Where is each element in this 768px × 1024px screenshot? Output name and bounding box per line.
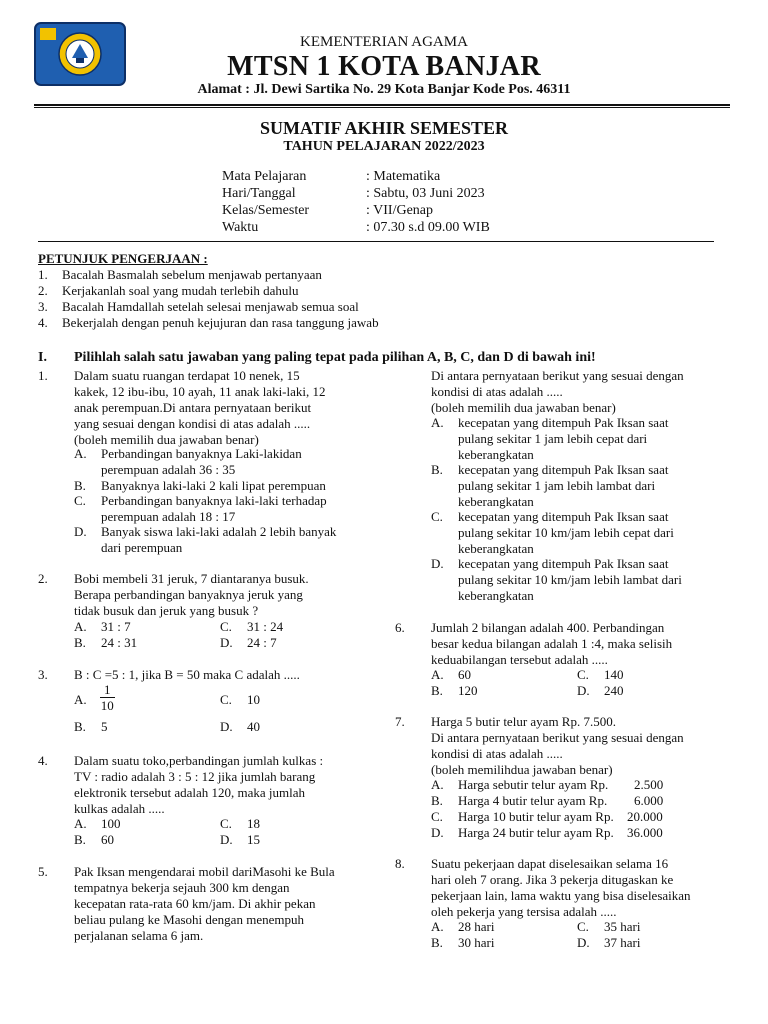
option-value: 15 xyxy=(247,832,260,847)
instruction-number: 4. xyxy=(38,315,48,330)
option-value: 18 xyxy=(247,816,260,831)
section-number: I. xyxy=(38,350,47,365)
question-number: 8. xyxy=(395,856,405,871)
section-instruction: Pilihlah salah satu jawaban yang paling tepat pada pilihan A, B, C, dan D di bawah ini! xyxy=(74,350,596,365)
question-4-stem: Dalam suatu toko,perbandingan jumlah kulkas : TV : radio adalah 3 : 5 : 12 jika jumlah barang elektronik tersebut adalah 120, maka jumlah kulkas adalah ..... xyxy=(74,753,324,816)
info-label: Mata Pelajaran xyxy=(222,169,307,184)
option-label: B. xyxy=(74,719,86,734)
option-label: D. xyxy=(577,935,590,950)
option-label: C. xyxy=(220,692,232,707)
option-value: 35 hari xyxy=(604,919,641,934)
question-5-continuation: Di antara pernyataan berikut yang sesuai dengan kondisi di atas adalah ..... (boleh memilih dua jawaban benar) xyxy=(431,368,684,415)
option-label: A. xyxy=(431,777,444,792)
option-text: Harga 24 butir telur ayam Rp. xyxy=(458,825,614,840)
option-label: C. xyxy=(431,509,443,524)
option-label: A. xyxy=(74,619,87,634)
question-3-stem: B : C =5 : 1, jika B = 50 maka C adalah ..... xyxy=(74,667,300,682)
option-value: 31 : 24 xyxy=(247,619,284,634)
option-value: 5 xyxy=(101,719,108,734)
question-number: 6. xyxy=(395,620,405,635)
header-divider-thin xyxy=(34,107,730,108)
option-text: kecepatan yang ditempuh Pak Iksan saat pulang sekitar 10 km/jam lebih lambat dari keberangkatan xyxy=(458,556,682,603)
option-value: 100 xyxy=(101,816,121,831)
option-text: Perbandingan banyaknya Laki-lakidan perempuan adalah 36 : 35 xyxy=(101,446,302,477)
question-5-stem: Pak Iksan mengendarai mobil dariMasohi ke Bula tempatnya bekerja sejauh 300 km dengan kecepatan rata-rata 60 km/jam. Di akhir pekan beliau pulang ke Masohi dengan menempuh perjalanan selama 6 jam. xyxy=(74,864,335,943)
option-value: 240 xyxy=(604,683,624,698)
info-value: : 07.30 s.d 09.00 WIB xyxy=(366,220,490,235)
option-value: 120 xyxy=(458,683,478,698)
option-value: 28 hari xyxy=(458,919,495,934)
option-label: C. xyxy=(220,816,232,831)
header-divider xyxy=(34,104,730,106)
option-value: 24 : 31 xyxy=(101,635,138,650)
option-label: A. xyxy=(74,692,87,707)
option-label: C. xyxy=(577,919,589,934)
info-label: Kelas/Semester xyxy=(222,203,310,218)
option-text: kecepatan yang ditempuh Pak Iksan saat pulang sekitar 1 jam lebih lambat dari keberangkatan xyxy=(458,462,669,509)
question-7-stem: Harga 5 butir telur ayam Rp. 7.500. Di antara pernyataan berikut yang sesuai dengan kondisi di atas adalah ..... (boleh memilihdua jawaban benar) xyxy=(431,714,684,777)
option-value: 31 : 7 xyxy=(101,619,131,634)
info-value: : VII/Genap xyxy=(366,203,433,218)
info-label: Waktu xyxy=(222,220,259,235)
question-8-stem: Suatu pekerjaan dapat diselesaikan selama 16 hari oleh 7 orang. Jika 3 pekerja ditugaskan ke pekerjaan lain, lama waktu yang bisa diselesaikan oleh pekerja yang tersisa adalah ..... xyxy=(431,856,691,919)
school-address: Alamat : Jl. Dewi Sartika No. 29 Kota Banjar Kode Pos. 46311 xyxy=(197,82,571,97)
option-text: Harga 4 butir telur ayam Rp. xyxy=(458,793,608,808)
option-label: D. xyxy=(431,825,444,840)
option-text: Perbandingan banyaknya laki-laki terhadap perempuan adalah 18 : 17 xyxy=(101,493,327,524)
option-label: B. xyxy=(74,635,86,650)
option-label: A. xyxy=(431,919,444,934)
ministry-name: KEMENTERIAN AGAMA xyxy=(300,34,468,50)
instruction-text: Bacalah Hamdallah setelah selesai menjawab semua soal xyxy=(62,299,359,314)
option-label: B. xyxy=(74,832,86,847)
option-value: 10 xyxy=(247,692,260,707)
exam-year: TAHUN PELAJARAN 2022/2023 xyxy=(283,139,485,154)
question-number: 3. xyxy=(38,667,48,682)
option-label: D. xyxy=(74,524,87,539)
option-value: 24 : 7 xyxy=(247,635,277,650)
option-value: 20.000 xyxy=(627,809,663,824)
option-label: D. xyxy=(220,635,233,650)
option-label: D. xyxy=(220,719,233,734)
question-number: 1. xyxy=(38,368,48,383)
option-label: B. xyxy=(431,935,443,950)
question-6-stem: Jumlah 2 bilangan adalah 400. Perbandingan besar kedua bilangan adalah 1 :4, maka selisih keduabilangan tersebut adalah ..... xyxy=(431,620,673,667)
instruction-text: Bacalah Basmalah sebelum menjawab pertanyaan xyxy=(62,267,322,282)
info-divider xyxy=(38,241,714,242)
option-text: Banyak siswa laki-laki adalah 2 lebih banyak dari perempuan xyxy=(101,524,337,555)
option-value: 60 xyxy=(101,832,114,847)
option-value: 2.500 xyxy=(634,777,664,792)
option-label: B. xyxy=(74,478,86,493)
info-value: : Matematika xyxy=(366,169,441,184)
option-label: D. xyxy=(577,683,590,698)
option-label: B. xyxy=(431,793,443,808)
info-label: Hari/Tanggal xyxy=(222,186,296,201)
option-value: 36.000 xyxy=(627,825,663,840)
option-label: A. xyxy=(431,667,444,682)
question-number: 2. xyxy=(38,571,48,586)
instruction-number: 1. xyxy=(38,267,48,282)
option-text: Harga 10 butir telur ayam Rp. xyxy=(458,809,614,824)
option-label: C. xyxy=(431,809,443,824)
option-value: 40 xyxy=(247,719,260,734)
option-text: kecepatan yang ditempuh Pak Iksan saat pulang sekitar 10 km/jam lebih cepat dari keberangkatan xyxy=(458,509,674,556)
option-label: C. xyxy=(220,619,232,634)
option-label: B. xyxy=(431,462,443,477)
option-label: A. xyxy=(431,415,444,430)
instruction-text: Bekerjalah dengan penuh kejujuran dan rasa tanggung jawab xyxy=(62,315,379,330)
option-value: 30 hari xyxy=(458,935,495,950)
option-label: A. xyxy=(74,446,87,461)
option-label: C. xyxy=(74,493,86,508)
question-number: 7. xyxy=(395,714,405,729)
instruction-number: 3. xyxy=(38,299,48,314)
option-value: 6.000 xyxy=(634,793,664,808)
question-number: 5. xyxy=(38,864,48,879)
option-label: C. xyxy=(577,667,589,682)
option-text: Banyaknya laki-laki 2 kali lipat perempuan xyxy=(101,478,326,493)
instruction-text: Kerjakanlah soal yang mudah terlebih dahulu xyxy=(62,283,299,298)
option-label: D. xyxy=(220,832,233,847)
option-value: 60 xyxy=(458,667,471,682)
question-2-stem: Bobi membeli 31 jeruk, 7 diantaranya busuk. Berapa perbandingan banyaknya jeruk yang tidak busuk dan jeruk yang busuk ? xyxy=(74,571,309,618)
fraction-denominator: 10 xyxy=(100,698,114,713)
school-name: MTSN 1 KOTA BANJAR xyxy=(227,51,541,82)
option-label: B. xyxy=(431,683,443,698)
info-value: : Sabtu, 03 Juni 2023 xyxy=(366,186,485,201)
question-1-stem: Dalam suatu ruangan terdapat 10 nenek, 15 kakek, 12 ibu-ibu, 10 ayah, 11 anak laki-laki, 12 anak perempuan.Di antara pernyataan berikut yang sesuai dengan kondisi di atas adalah ..... (boleh memilih dua jawaban benar) xyxy=(74,368,326,447)
option-label: D. xyxy=(431,556,444,571)
option-value: 140 xyxy=(604,667,624,682)
option-text: kecepatan yang ditempuh Pak Iksan saat pulang sekitar 1 jam lebih cepat dari keberangkatan xyxy=(458,415,669,462)
question-number: 4. xyxy=(38,753,48,768)
option-label: A. xyxy=(74,816,87,831)
fraction xyxy=(100,682,115,713)
option-value: 37 hari xyxy=(604,935,641,950)
instructions-title: PETUNJUK PENGERJAAN : xyxy=(38,251,208,266)
instruction-number: 2. xyxy=(38,283,48,298)
fraction-numerator: 1 xyxy=(100,682,115,698)
exam-title: SUMATIF AKHIR SEMESTER xyxy=(259,118,509,138)
option-text: Harga sebutir telur ayam Rp. xyxy=(458,777,609,792)
